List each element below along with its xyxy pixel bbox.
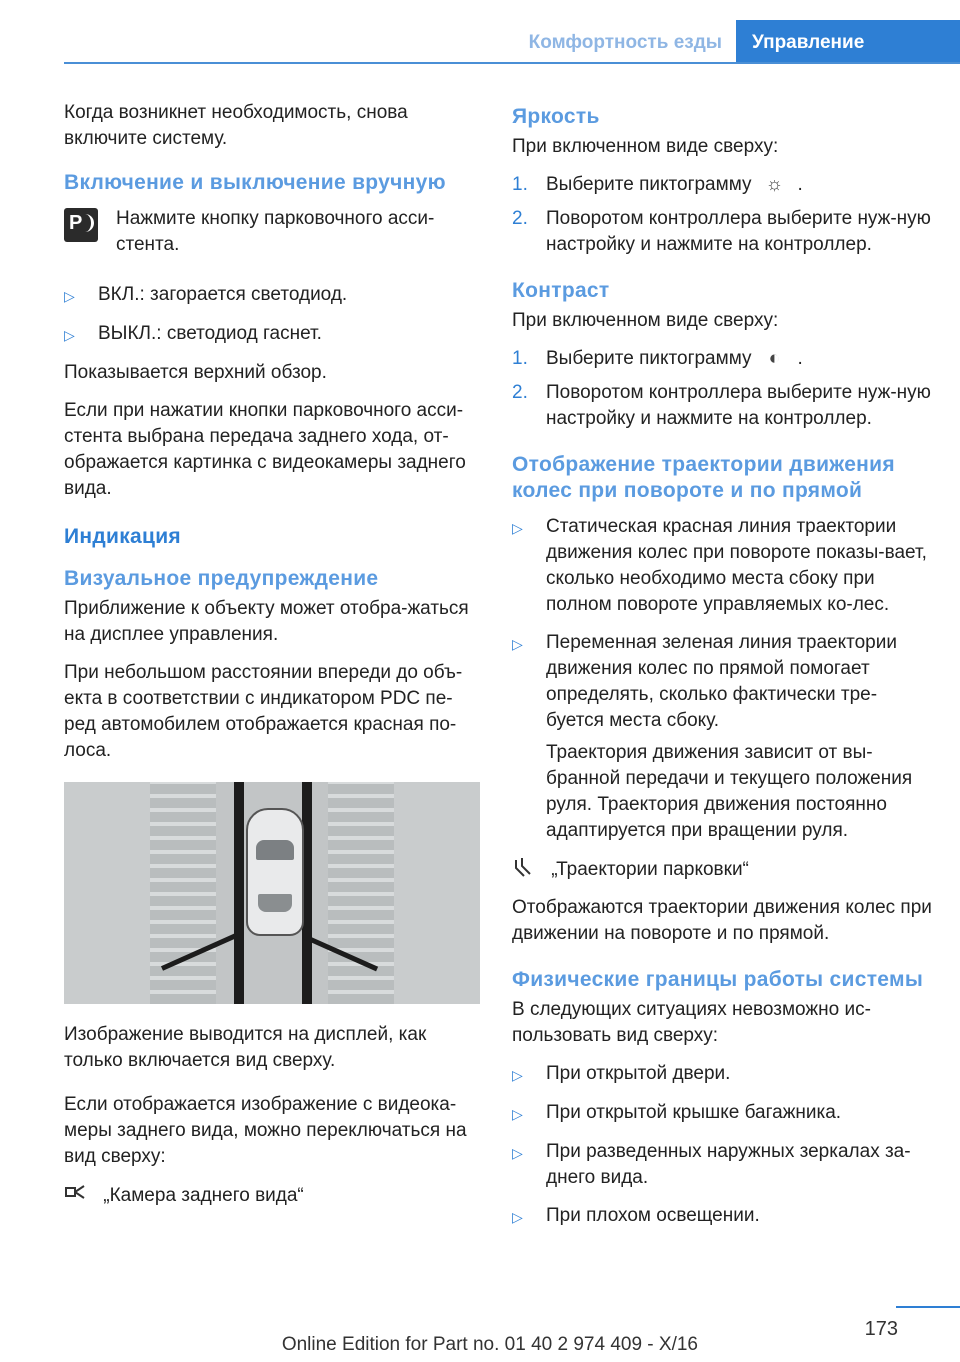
header-chapter-label: Управление: [752, 32, 865, 53]
list-item: [64, 282, 484, 309]
indication-heading: Индикация: [64, 525, 181, 548]
paving-right: [328, 782, 394, 1004]
list-item: ▷ Статическая красная линия траектории движения колес при повороте показы-вает, сколько необходимо места сбоку при полном повороте управляемых ко-лес.: [512, 514, 932, 618]
edition-footer: Online Edition for Part no. 01 40 2 974 409 - X/16: [281, 1334, 698, 1355]
parking-lines-icon: [512, 856, 534, 878]
parking-lines-label: „Траектории парковки“: [551, 859, 749, 880]
bullet-text: ВЫКЛ.: светодиод гаснет.: [98, 323, 322, 344]
parking-lines-row: [512, 856, 932, 883]
left-column: [64, 100, 484, 1221]
parking-view-illustration: [64, 782, 480, 1004]
parking-lines-text: Отображаются траектории движения колес при движении на повороте и по прямой.: [512, 897, 932, 944]
header-chapter-tab: [736, 20, 960, 64]
triangle-bullet-icon: ▷: [512, 636, 523, 652]
manual-heading: Включение и выключение вручную: [64, 171, 446, 194]
rear-camera-icon: [64, 1182, 86, 1204]
list-item: ▷ При открытой крышке багажника.: [512, 1100, 932, 1127]
page-number: 173: [864, 1318, 898, 1340]
list-item: ▷ При плохом освещении.: [512, 1203, 932, 1230]
visual-heading: Визуальное предупреждение: [64, 567, 379, 590]
visual-text-1: Приближение к объекту может отобра-жаться на дисплее управления.: [64, 598, 469, 645]
triangle-bullet-icon: ▷: [64, 288, 75, 304]
visual-text-2: При небольшом расстоянии впереди до объ-екта в соответствии с индикатором PDC пе-ред автомобилем отображается красная по-лоса.: [64, 662, 463, 761]
header-section-label: Комфортность езды: [528, 32, 722, 53]
limits-heading: Физические границы работы системы: [512, 968, 924, 991]
list-item: 2. Поворотом контроллера выберите нуж-ную настройку и нажмите на контроллер.: [512, 208, 931, 255]
paving-left: [150, 782, 216, 1004]
park-assist-button-icon: P: [64, 208, 98, 242]
triangle-bullet-icon: ▷: [512, 1209, 523, 1225]
bullet-text: ВКЛ.: загорается светодиод.: [98, 284, 348, 305]
limits-intro: В следующих ситуациях невозможно ис-пользовать вид сверху:: [512, 999, 871, 1046]
footer-rule: [896, 1306, 960, 1308]
sun-icon: ☼: [765, 174, 784, 195]
list-item: ▷ Переменная зеленая линия траектории движения колес по прямой помогает определять, сколько фактически тре-буется места сбоку.: [512, 630, 932, 734]
top-view-text: Показывается верхний обзор.: [64, 362, 327, 383]
intro-text: Когда возникнет необходимость, снова включите систему.: [64, 102, 408, 149]
trajectory-note: Траектория движения зависит от вы-бранной передачи и текущего положения руля. Траектория движения постоянно адаптируется при вращении руля.: [546, 742, 913, 841]
triangle-bullet-icon: ▷: [64, 327, 75, 343]
manual-row: [64, 206, 484, 258]
contrast-intro: При включенном виде сверху:: [512, 310, 779, 331]
brightness-intro: При включенном виде сверху:: [512, 136, 779, 157]
after-image-text-2: Если отображается изображение с видеока-меры заднего вида, можно переключаться на вид сверху:: [64, 1094, 467, 1167]
manual-text: Нажмите кнопку парковочного асси-стента.: [116, 208, 435, 255]
triangle-bullet-icon: ▷: [512, 520, 523, 536]
brightness-heading: Яркость: [512, 105, 600, 128]
contrast-heading: Контраст: [512, 279, 610, 302]
triangle-bullet-icon: ▷: [512, 1067, 523, 1083]
camera-row: [64, 1182, 484, 1209]
camera-label: „Камера заднего вида“: [103, 1185, 304, 1206]
trajectory-heading: Отображение траектории движения колес при повороте и по прямой: [512, 453, 895, 502]
right-column: [512, 100, 932, 1242]
triangle-bullet-icon: ▷: [512, 1106, 523, 1122]
list-item: 1. Выберите пиктограмму ◐ .: [512, 346, 932, 372]
reverse-text: Если при нажатии кнопки парковочного асси-стента выбрана передача заднего хода, от-ображается картинка с видеокамеры заднего вида.: [64, 400, 466, 499]
list-item: ▷ При открытой двери.: [512, 1061, 932, 1088]
header-rule: [64, 62, 960, 64]
list-item: [64, 321, 484, 348]
after-image-text-1: Изображение выводится на дисплей, как только включается вид сверху.: [64, 1024, 427, 1071]
list-item: 1. Выберите пиктограмму ☼ .: [512, 172, 932, 198]
contrast-icon: ◐: [768, 348, 781, 369]
bay-line-left: [234, 782, 244, 1004]
triangle-bullet-icon: ▷: [512, 1145, 523, 1161]
car-top-view: [246, 808, 304, 936]
list-item: ▷ При разведенных наружных зеркалах за-днего вида.: [512, 1139, 932, 1191]
list-item: 2. Поворотом контроллера выберите нуж-ную настройку и нажмите на контроллер.: [512, 382, 931, 429]
